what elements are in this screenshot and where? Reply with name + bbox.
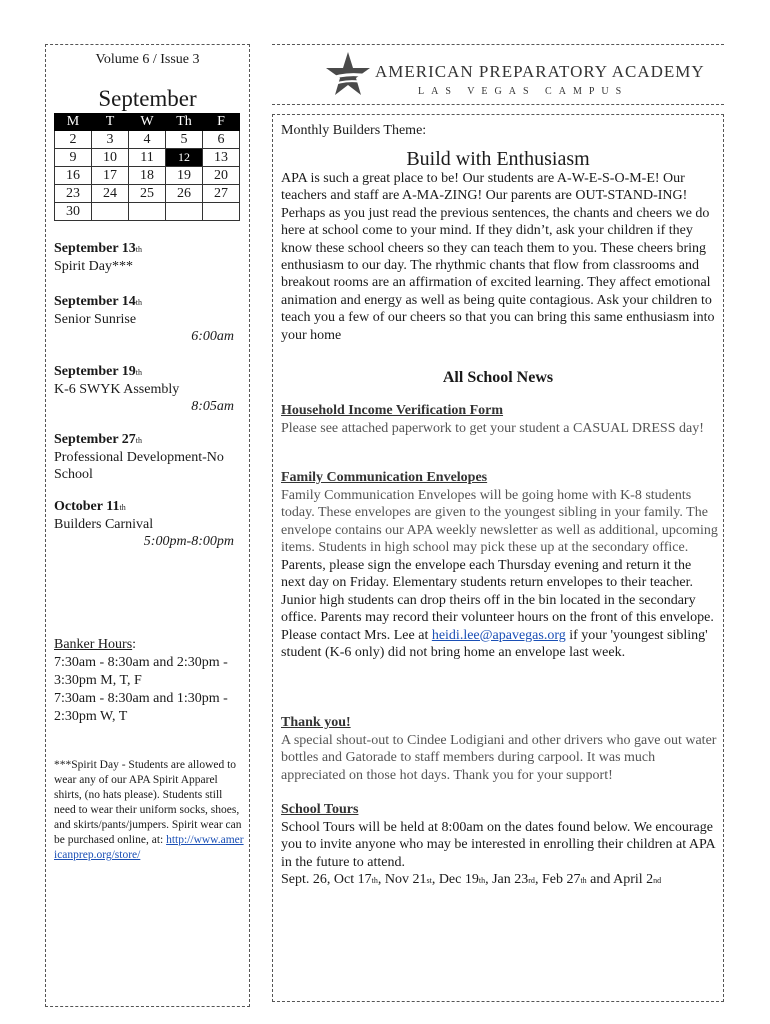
weekday-header: T [92,114,129,131]
banker-colon: : [132,637,137,652]
theme-label: Monthly Builders Theme: [281,123,427,138]
event-date-line [54,498,244,516]
calendar-week-row [55,167,240,185]
event-item [54,293,244,345]
calendar-day: 4 [129,131,166,149]
news-body-continued [281,557,718,662]
calendar-day: 23 [55,185,92,203]
tour-date-suffix: rd [528,876,535,885]
calendar-day: 17 [92,167,129,185]
calendar-day: 13 [203,149,240,167]
calendar-day-empty [166,203,203,221]
event-date-line [54,293,244,311]
weekday-header: F [203,114,240,131]
calendar-week-row [55,149,240,167]
calendar-weekday-row [55,114,240,131]
calendar-day: 5 [166,131,203,149]
calendar-day: 18 [129,167,166,185]
event-date: September 14 [54,294,136,309]
weekday-header: M [55,114,92,131]
calendar-week-row [55,185,240,203]
calendar-day: 3 [92,131,129,149]
event-time: 6:00am [191,329,234,344]
event-date-line [54,363,244,381]
tour-date: Sept. 26, Oct 17 [281,872,372,887]
event-date-line [54,431,244,449]
event-item [54,363,244,415]
event-item [54,240,244,275]
theme-body: APA is such a great place to be! Our students are A-W-E-S-O-M-E! Our teachers and staff are A-MA-ZING! Our parents are OUT-STAND-ING! Perhaps as you just read the previous sentences, the chants and cheers we do here at school come to your mind. If they didn’t, ask your children if they know these school cheers so they can teach them to you. These cheers bring enthusiasm to our day. The rhythmic chants that flow from classrooms and breakout rooms are an affirmation of excited learning. They affect emotional animation and energy as well as being quite contagious. Ask your children to teach you a few of our cheers so that you can bring this same enthusiasm into your home [281,171,715,343]
tour-date: , Dec 19 [431,872,479,887]
event-name: K-6 SWYK Assembly [54,382,180,397]
calendar-day: 11 [129,149,166,167]
calendar-day: 6 [203,131,240,149]
tour-date: , Feb 27 [534,872,581,887]
email-link[interactable]: heidi.lee@apavegas.org [431,627,566,643]
calendar-day-empty [129,203,166,221]
tour-date-suffix: st [426,876,432,885]
tour-date-suffix: th [478,876,486,885]
calendar-day: 24 [92,185,129,203]
calendar-day: 19 [166,167,203,185]
calendar-day-empty [203,203,240,221]
event-date-suffix: th [135,436,143,445]
event-date-suffix: th [119,503,126,512]
news-heading: School Tours [281,802,359,817]
note-text: ***Spirit Day - Students are allowed to wear any of our APA Spirit Apparel shirts, (no hats please). Students still need to wear their uniform socks, shoes, and skirts/pants/jumpers. Spirit wear can be purchased online, at: [54,759,242,846]
tour-date-suffix: nd [653,876,662,885]
news-text: if your 'youngest sibling' student (K-6 only) did not bring home an envelope last week. [281,627,708,660]
event-name: Professional Development-No School [54,450,224,482]
banker-hours [54,636,246,726]
weekday-header: Th [166,114,203,131]
school-name: AMERICAN PREPARATORY ACADEMY [375,62,705,81]
news-item-income [281,402,718,437]
banker-hours-line: 7:30am - 8:30am and 2:30pm - 3:30pm M, T, F [54,655,228,688]
news-body: A special shout-out to Cindee Lodigiani and other drivers who gave out water bottles and Gatorade to staff members during carpool. It was much appreciated on those hot days. Thank you for your support! [281,732,717,783]
news-section-title: All School News [442,369,554,386]
calendar-day: 10 [92,149,129,167]
event-time: 5:00pm-8:00pm [143,534,234,549]
tour-dates [281,871,718,890]
calendar-day-today: 12 [166,149,203,167]
event-date: October 11 [54,499,120,514]
tour-date: , Jan 23 [485,872,529,887]
calendar-day: 20 [203,167,240,185]
event-name: Builders Carnival [54,517,154,532]
weekday-header: W [129,114,166,131]
event-item [54,498,244,550]
news-body: School Tours will be held at 8:00am on the dates found below. We encourage you to invite anyone who may be interested in enrolling their children at APA in the future to attend. [281,819,715,870]
news-body: Please see attached paperwork to get your student a CASUAL DRESS day! [281,420,704,436]
event-name: Senior Sunrise [54,312,137,327]
news-heading: Thank you! [281,715,351,730]
calendar-table [54,113,240,221]
calendar-week-row [55,131,240,149]
calendar-week-row [55,203,240,221]
banker-hours-line: 7:30am - 8:30am and 1:30pm - 2:30pm W, T [54,691,228,724]
calendar-day: 30 [55,203,92,221]
event-name: Spirit Day*** [54,259,133,274]
calendar-day: 9 [55,149,92,167]
event-date-suffix: th [135,368,143,377]
banker-heading: Banker Hours [54,637,133,652]
calendar-day: 27 [203,185,240,203]
event-date: September 13 [54,241,136,256]
news-body: Family Communication Envelopes will be going home with K-8 students today. These envelopes are given to the youngest sibling in your family. The envelope contains our APA weekly newsletter as well as additional, upcoming items. Students in high school may pick these up at the secondary office. [281,487,718,555]
star-logo-icon [325,50,371,98]
event-date-line [54,240,244,258]
event-item [54,431,244,483]
theme-title: Build with Enthusiasm [406,148,590,170]
event-date-suffix: th [135,298,143,307]
event-time: 8:05am [191,399,234,414]
event-date: September 19 [54,364,136,379]
calendar-day: 26 [166,185,203,203]
tour-date-suffix: th [580,876,587,885]
calendar-day-empty [92,203,129,221]
tour-date-suffix: th [371,876,378,885]
calendar-day: 16 [55,167,92,185]
campus-name: LAS VEGAS CAMPUS [418,86,629,97]
tour-date: and April 2 [586,872,654,887]
volume-issue: Volume 6 / Issue 3 [95,52,200,67]
news-item-tours [281,801,718,890]
calendar-day: 25 [129,185,166,203]
banker-heading-line [54,636,246,654]
event-date: September 27 [54,432,136,447]
tour-date: , Nov 21 [377,872,427,887]
spirit-day-note [54,758,244,863]
news-item-thanks [281,714,718,784]
calendar-month-title: September [98,86,197,111]
store-link[interactable]: http://www.americanprep.org/store/ [54,834,244,861]
event-date-suffix: th [135,245,143,254]
news-heading: Household Income Verification Form [281,403,504,418]
news-heading: Family Communication Envelopes [281,470,488,485]
calendar-day: 2 [55,131,92,149]
news-text: Parents, please sign the envelope each Thursday evening and return it the next day on Friday. Elementary students return envelopes to their teacher. Junior high students can drop theirs off in the bin located in the secondary office. Parents may record their volunteer hours on the front of this envelope. Please contact Mrs. Lee at [281,557,714,643]
news-item-envelopes [281,469,718,662]
